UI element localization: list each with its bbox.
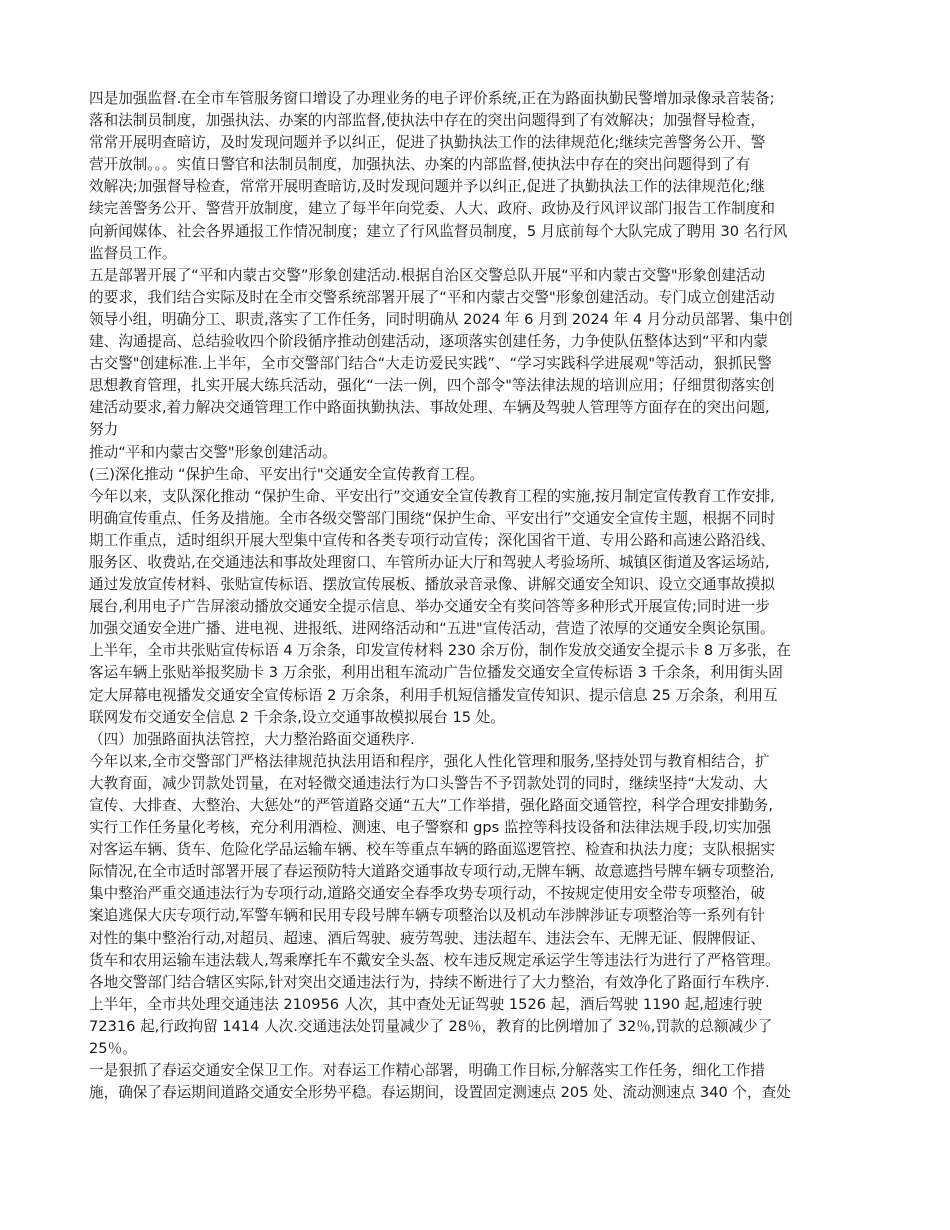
text-line: 定大屏幕电视播发交通安全宣传标语 2 万余条，利用手机短信播发宣传知识、提示信息 25 万余条，利用互: [89, 686, 778, 704]
text-line: 一是狠抓了春运交通安全保卫工作。对春运工作精心部署，明确工作目标,分解落实工作任务，细化工作措: [89, 1062, 765, 1080]
text-line: 常常开展明查暗访，及时发现问题并予以纠正，促进了执勤执法工作的法律规范化;继续完善警务公开、警: [89, 134, 766, 152]
text-line: 各地交警部门结合辖区实际,针对突出交通违法行为，持续不断进行了大力整治，有效净化了路面行车秩序.: [89, 973, 770, 991]
text-line: 加强交通安全进广播、进电视、进报纸、进网络活动和“五进"宣传活动，营造了浓厚的交通安全舆论氛围。: [89, 620, 775, 638]
text-line: 推动“平和内蒙古交警"形象创建活动。: [89, 443, 337, 461]
text-line: 古交警"创建标准.上半年，全市交警部门结合“大走访爱民实践”、“学习实践科学进展观"等活动，狠抓民警: [89, 355, 772, 373]
text-line: 的要求，我们结合实际及时在全市交警系统部署开展了“平和内蒙古交警"形象创建活动。专门成立创建活动: [89, 288, 775, 306]
section-heading: (三)深化推动 “保护生命、平安出行"交通安全宣传教育工程。: [89, 465, 485, 483]
text-line: 建、沟通提高、总结验收四个阶段循序推动创建活动，逐项落实创建任务，力争使队伍整体达到“平和内蒙: [89, 333, 768, 351]
text-line: 上半年，全市共张贴宣传标语 4 万余条，印发宣传材料 230 余万份，制作发放交通安全提示卡 8 万多张，在: [89, 642, 791, 660]
text-line: 今年以来，支队深化推动 “保护生命、平安出行”交通安全宣传教育工程的实施,按月制定宣传教育工作安排,: [89, 487, 775, 505]
text-line: 思想教育管理，扎实开展大练兵活动，强化“一法一例，四个部令"等法律法规的培训应用；仔细贯彻落实创: [89, 377, 775, 395]
text-line: 案追逃保大庆专项行动,军警车辆和民用专段号牌车辆专项整治以及机动车涉牌涉证专项整治等一系列有针: [89, 907, 765, 925]
section-heading: （四）加强路面执法管控，大力整治路面交通秩序.: [89, 730, 415, 748]
text-line: 期工作重点，适时组织开展大型集中宣传和各类专项行动宣传；深化国省干道、专用公路和高速公路沿线、: [89, 531, 775, 549]
text-line: 25％。: [89, 1040, 137, 1058]
text-line: 大教育面，减少罚款处罚量，在对轻微交通违法行为口头警告不予罚款处罚的同时，继续坚持“大发动、大: [89, 774, 768, 792]
text-line: 四是加强监督.在全市车管服务窗口增设了办理业务的电子评价系统,正在为路面执勤民警增加录像录音装备;: [89, 90, 775, 107]
text-line: 五是部署开展了“平和内蒙古交警”形象创建活动.根据自治区交警总队开展“平和内蒙古交警"形象创建活动: [89, 266, 766, 284]
text-line: 服务区、收费站,在交通违法和事故处理窗口、车管所办证大厅和驾驶人考验场所、城镇区街道及客运场站,: [89, 553, 770, 571]
text-line: 72316 起,行政拘留 1414 人次.交通违法处罚量减少了 28％，教育的比例增加了 32％,罚款的总额减少了: [89, 1017, 773, 1035]
text-line: 联网发布交通安全信息 2 千余条,设立交通事故模拟展台 15 处。: [89, 708, 505, 726]
text-line: 对客运车辆、货车、危险化学品运输车辆、校车等重点车辆的路面巡逻管控、检查和执法力度；支队根据实: [89, 841, 775, 859]
text-line: 际情况,在全市适时部署开展了春运预防特大道路交通事故专项行动,无牌车辆、故意遮挡号牌车辆专项整治,: [89, 863, 775, 881]
text-line: 集中整治严重交通违法行为专项行动,道路交通安全春季攻势专项行动，不按规定使用安全带专项整治，破: [89, 885, 765, 903]
text-line: 效解决;加强督导检查，常常开展明查暗访,及时发现问题并予以纠正,促进了执勤执法工作的法律规范化;继: [89, 178, 765, 196]
text-line: 续完善警务公开、警营开放制度，建立了每半年向党委、人大、政府、政协及行风评议部门报告工作制度和: [89, 200, 775, 218]
text-line: 努力: [89, 421, 119, 439]
text-line: 展台,利用电子广告屏滚动播放交通安全提示信息、举办交通安全有奖问答等多种形式开展宣传;同时进一步: [89, 598, 770, 616]
text-line: 营开放制。。。实值日警官和法制员制度，加强执法、办案的内部监督,使执法中存在的突出问题得到了有: [89, 156, 751, 174]
text-line: 上半年，全市共处理交通违法 210956 人次，其中查处无证驾驶 1526 起，酒后驾驶 1190 起,超速行驶: [89, 995, 763, 1013]
text-line: 宣传、大排查、大整治、大惩处”的严管道路交通“五大”工作举措，强化路面交通管控，科学合理安排勤务,: [89, 797, 774, 814]
document-body: [89, 88, 880, 1104]
text-line: 落和法制员制度，加强执法、办案的内部监督,使执法中存在的突出问题得到了有效解决；加强督导检查，: [89, 112, 765, 130]
text-line: 客运车辆上张贴举报奖励卡 3 万余张，利用出租车流动广告位播发交通安全宣传标语 3 千余条，利用街头固: [89, 664, 783, 682]
text-line: 向新闻媒体、社会各界通报工作情况制度；建立了行风监督员制度，5 月底前每个大队完成了聘用 30 名行风: [89, 222, 788, 240]
text-line: 施，确保了春运期间道路交通安全形势平稳。春运期间，设置固定测速点 205 处、流动测速点 340 个，查处: [89, 1084, 791, 1102]
text-line: 明确宣传重点、任务及措施。全市各级交警部门围绕“保护生命、平安出行”交通安全宣传主题，根据不同时: [89, 509, 776, 527]
text-line: 监督员工作。: [89, 244, 177, 262]
text-line: 今年以来,全市交警部门严格法律规范执法用语和程序，强化人性化管理和服务,坚持处罚与教育相结合，扩: [89, 752, 770, 770]
text-line: 货车和农用运输车违法载人,驾乘摩托车不戴安全头盔、校车违反规定承运学生等违法行为进行了严格管理。: [89, 951, 780, 969]
text-line: 通过发放宣传材料、张贴宣传标语、摆放宣传展板、播放录音录像、讲解交通安全知识、设立交通事故摸拟: [89, 576, 775, 594]
text-line: 实行工作任务量化考核，充分利用酒检、测速、电子警察和 gps 监控等科技设备和法律法规手段,切实加强: [89, 819, 772, 837]
text-line: 领导小组，明确分工、职责,落实了工作任务，同时明确从 2024 年 6 月到 2024 年 4 月分动员部署、集中创: [89, 310, 793, 328]
text-line: 建活动要求,着力解决交通管理工作中路面执勤执法、事故处理、车辆及驾驶人管理等方面存在的突出问题,: [89, 399, 770, 417]
text-line: 对性的集中整治行动,对超员、超速、酒后驾驶、疲劳驾驶、违法超车、违法会车、无牌无证、假牌假证、: [89, 929, 765, 947]
